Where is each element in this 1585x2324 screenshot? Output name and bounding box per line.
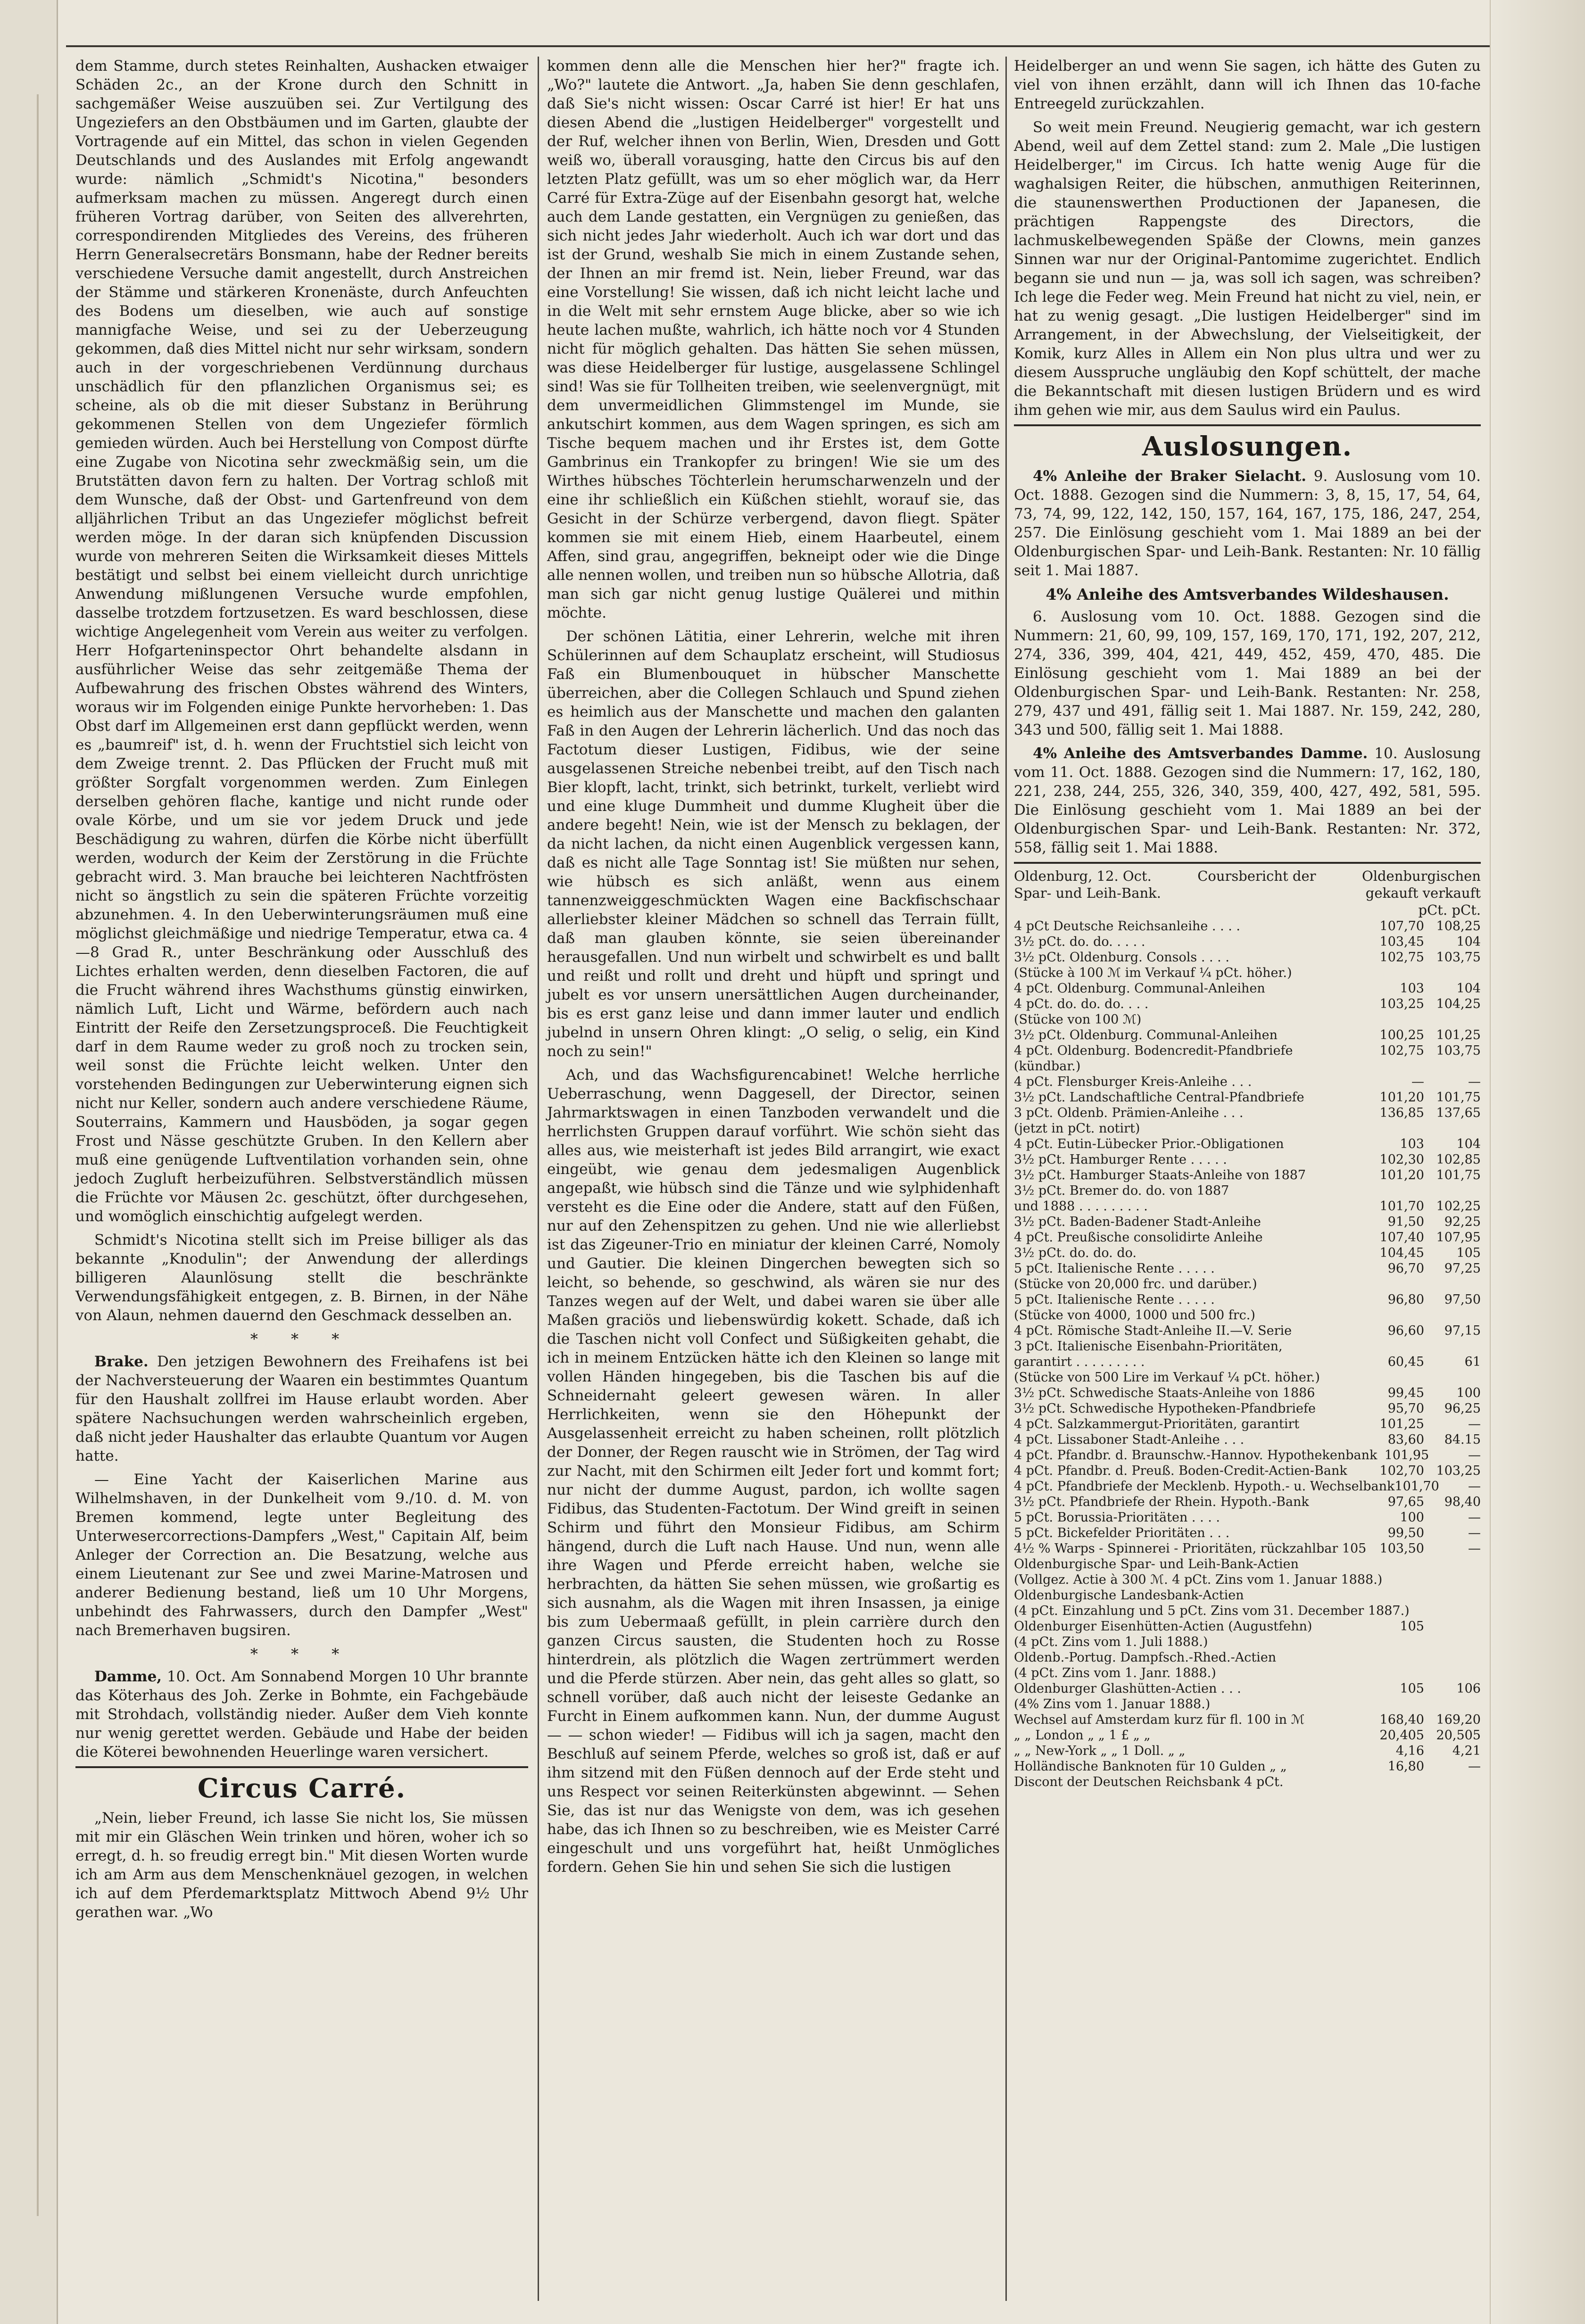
- bourse-row-sell: 96,25: [1444, 1401, 1481, 1416]
- bourse-row-name: 5 pCt. Bickefelder Prioritäten . . .: [1014, 1526, 1230, 1540]
- bourse-row-sell: 104,25: [1436, 997, 1481, 1011]
- bourse-row: [1014, 1074, 1481, 1090]
- bourse-row-name: (Vollgez. Actie à 300 ℳ. 4 pCt. Zins vom 1. Januar 1888.): [1014, 1572, 1383, 1587]
- bourse-row-name: (Stücke von 500 Lire im Verkauf ¼ pCt. höher.): [1014, 1370, 1320, 1385]
- bourse-row-sell: —: [1468, 1510, 1481, 1525]
- header-rule: [66, 45, 1537, 47]
- bourse-row: [1014, 1556, 1481, 1572]
- bourse-row: [1014, 1292, 1481, 1307]
- bourse-row-sell: [1424, 1774, 1481, 1790]
- article-paragraph: Ach, und das Wachsfigurencabinet! Welche herrliche Ueberraschung, wenn Daggesell, der Director, seinen Jahrmarktswagen in einen Tanzboden verwandelt und die herrlichsten Gruppen darauf vorführt. Wie schön sieht das alles aus, wie meisterhaft ist jedes Bild arrangirt, wie exact eingeübt, wie genau dem jedesmaligen Augenblick angepaßt, wie hübsch sind die Tänze und wie sylphidenhaft versteht es die Eine oder die Andere, statt auf den Füßen, nur auf den Zehenspitzen zu gehen. Und nie wie allerliebst ist das Zigeuner-Trio en miniatur der kleinen Carré, Nomoly und Gautier. Die kleinen Dingerchen bewegten sich so leicht, so behende, so geschwind, als wären sie nur des Tanzes wegen auf der Welt, und dabei waren sie über alle Maßen graciös und liebenswürdig kokett. Schade, daß ich die Taschen nicht voll Confect und Süßigkeiten gehabt, die ich in meinem Entzücken hätte ich den Kleinen so lange mit vollen Händen hingegeben, bis die Taschen bis auf die Schneidernaht geleert gewesen wären. In aller Herrlichkeiten, wenn sie den Höhepunkt der Ausgelassenheit erreicht zu haben scheinen, rollt plötzlich der Donner, der Regen rauscht wie in Strömen, der Tag wird zur Nacht, mit den Schirmen eilt Jeder fort und kommt fort; nur nicht der dumme August, pardon, ich wollte sagen Fidibus, das Studenten-Factotum. Der Wind greift in seinen Schirm und führt den Monsieur Fidibus, am Schirm hängend, durch die Luft nach Hause. Und nun, wenn alle ihre Wagen und Pferde erreicht haben, welche sie herbrachten, da hätten Sie sehen müssen, wie großartig es sich ausnahm, als die Wagen mit ihren Insassen, ja einige bis zum Uebermaaß gefüllt, in plein carrière durch den ganzen Circus sausten, die Studenten hoch zu Rosse hinterdrein, als plötzlich die Wagen zertrümmert werden und die Pferde stürzen. Aber nein, das geht alles so glatt, so schnell vorüber, daß auch nicht der leiseste Gedanke an Furcht in Einem aufkommen kann. Nun, der dumme August — — schon wieder! — Fidibus will ich ja sagen, macht den Beschluß auf seinem Pferde, welches so groß ist, daß er auf ihm sitzend mit den Füßen dennoch auf der Erde steht und uns Respect vor seinen Reiterkünsten abgewinnt. — Sehen Sie, das ist nur das Wenigste von dem, was ich gesehen habe, das ich Ihnen so zu beschreiben, wie es Meister Carré eingeschult und uns vorgeführt hat, heißt Unmögliches fordern. Gehen Sie hin und sehen Sie sich die lustigen: [547, 1067, 1000, 1876]
- bourse-row-buy: 101,25: [1379, 1417, 1424, 1431]
- bourse-row-sell: 61: [1464, 1355, 1481, 1369]
- bourse-row-name: 3½ pCt. Oldenburg. Communal-Anleihen: [1014, 1028, 1278, 1042]
- bourse-row-buy: 136,85: [1379, 1106, 1424, 1120]
- bourse-row-sell: [1424, 1665, 1481, 1681]
- auslosung-1-heading: 4% Anleihe der Braker Sielacht.: [1033, 468, 1307, 485]
- bourse-row-buy: 96,70: [1387, 1261, 1424, 1276]
- bourse-row-buy: [1368, 1012, 1424, 1027]
- bourse-row-sell: 169,20: [1436, 1712, 1481, 1727]
- bourse-row-buy: 102,75: [1379, 1043, 1424, 1058]
- bourse-units: pCt. pCt.: [1418, 902, 1481, 918]
- bourse-row: [1014, 1603, 1481, 1619]
- bourse-row-buy: [1368, 1276, 1424, 1292]
- bourse-row: [1014, 1043, 1481, 1059]
- section-rule: [75, 1766, 528, 1768]
- bourse-row: [1014, 918, 1481, 934]
- bourse-row-sell: 103,75: [1436, 1043, 1481, 1058]
- bourse-row-name: 3½ pCt. Hamburger Staats-Anleihe von 1887: [1014, 1168, 1306, 1183]
- bourse-row-sell: [1424, 1339, 1481, 1354]
- bourse-row-buy: 107,40: [1379, 1230, 1424, 1245]
- bourse-row-sell: 4,21: [1452, 1744, 1481, 1758]
- bourse-row-buy: 101,20: [1379, 1168, 1424, 1183]
- bourse-row-sell: [1424, 1696, 1481, 1712]
- bourse-row-buy: [1368, 1556, 1424, 1572]
- bourse-row: [1014, 1510, 1481, 1525]
- bourse-row-sell: 84.15: [1444, 1432, 1481, 1447]
- bourse-row: [1014, 1136, 1481, 1152]
- bourse-row-sell: [1424, 965, 1481, 981]
- bourse-row-sell: 98,40: [1444, 1495, 1481, 1509]
- bourse-row-name: (4 pCt. Zins vom 1. Juli 1888.): [1014, 1635, 1208, 1649]
- bourse-row-sell: [1424, 1370, 1481, 1385]
- bourse-row-buy: 103: [1400, 981, 1424, 996]
- bourse-row-buy: 99,50: [1387, 1526, 1424, 1540]
- bourse-row-sell: [1424, 1588, 1481, 1603]
- bourse-row-buy: 96,60: [1387, 1323, 1424, 1338]
- bourse-row-sell: [1424, 1556, 1481, 1572]
- bourse-row-buy: [1382, 1572, 1431, 1588]
- bourse-row-buy: 95,70: [1387, 1401, 1424, 1416]
- bourse-row-sell: 104: [1456, 935, 1481, 949]
- bourse-row-sell: 97,25: [1444, 1261, 1481, 1276]
- bourse-row: [1014, 1323, 1481, 1339]
- bourse-row-name: 4 pCt. Pfandbr. d. Preuß. Boden-Credit-Actien-Bank: [1014, 1464, 1347, 1478]
- bourse-row-sell: 102,25: [1436, 1199, 1481, 1214]
- bourse-row-sell: [1424, 1650, 1481, 1665]
- bourse-row: [1014, 1525, 1481, 1541]
- section-rule: [1014, 862, 1481, 864]
- bourse-row-name: (Stücke von 100 ℳ): [1014, 1012, 1142, 1027]
- bourse-row-sell: 101,75: [1436, 1090, 1481, 1105]
- bourse-row-name: 4 pCt. do. do. do. . . .: [1014, 997, 1149, 1011]
- bourse-row-sell: —: [1468, 1448, 1481, 1463]
- bourse-row-name: Oldenburgische Landesbank-Actien: [1014, 1588, 1244, 1603]
- separator-stars: * * *: [250, 1330, 354, 1348]
- bourse-row: [1014, 1541, 1481, 1556]
- bourse-row-buy: 101,70: [1394, 1479, 1439, 1494]
- bourse-row-sell: 97,50: [1444, 1292, 1481, 1307]
- bourse-row-buy: 103,25: [1379, 997, 1424, 1011]
- bourse-row-sell: 97,15: [1444, 1323, 1481, 1338]
- bourse-row: [1014, 1463, 1481, 1479]
- bourse-row-name: garantirt . . . . . . . . .: [1014, 1355, 1145, 1369]
- bourse-row-sell: 103,25: [1436, 1464, 1481, 1478]
- bourse-row-sell: 92,25: [1444, 1215, 1481, 1229]
- bourse-row-buy: 99,45: [1387, 1386, 1424, 1400]
- bourse-row: [1014, 1230, 1481, 1245]
- bourse-row-buy: [1368, 1665, 1424, 1681]
- bourse-row-name: 5 pCt. Italienische Rente . . . . .: [1014, 1292, 1215, 1307]
- bourse-row-buy: 96,80: [1387, 1292, 1424, 1307]
- bourse-row-sell: [1424, 1619, 1481, 1634]
- bourse-row-sell: 137,65: [1436, 1106, 1481, 1120]
- bourse-row-name: (Stücke von 4000, 1000 und 500 frc.): [1014, 1308, 1255, 1323]
- bourse-row-name: 3½ pCt. Schwedische Staats-Anleihe von 1886: [1014, 1386, 1315, 1400]
- bourse-row: [1014, 981, 1481, 996]
- brake-heading: Brake.: [94, 1353, 149, 1370]
- bourse-row-name: 4 pCt Deutsche Reichsanleihe . . . .: [1014, 919, 1241, 934]
- bourse-row-sell: 105: [1456, 1246, 1481, 1260]
- bourse-row: [1014, 1447, 1481, 1463]
- bourse-row-name: 3½ pCt. do. do. . . . .: [1014, 935, 1145, 949]
- bourse-bank-name: Spar- und Leih-Bank.: [1014, 885, 1161, 901]
- gutter-rule: [37, 94, 39, 2216]
- bourse-col-labels: gekauft verkauft: [1365, 885, 1481, 901]
- bourse-row: [1014, 1650, 1481, 1665]
- bourse-row-sell: [1424, 1059, 1481, 1074]
- column-3: [1014, 57, 1481, 2315]
- bourse-row-sell: 104: [1456, 981, 1481, 996]
- bourse-row-name: (kündbar.): [1014, 1059, 1081, 1074]
- bourse-row-name: 3½ pCt. Landschaftliche Central-Pfandbriefe: [1014, 1090, 1304, 1105]
- auslosung-3-heading: 4% Anleihe des Amtsverbandes Damme.: [1033, 745, 1368, 762]
- bourse-row: [1014, 1634, 1481, 1650]
- article-paragraph: Der schönen Lätitia, einer Lehrerin, welche mit ihren Schülerinnen auf dem Schauplatz erscheint, will Studiosus Faß ein Blumenbouquet in hübscher Manschette überreichen, aber die Collegen Schlauch und Spund ziehen es heimlich aus der Manschette und machen den galanten Faß in den Augen der Lehrerin lächerlich. Und das noch das Factotum dieser Lustigen, Fidibus, wie der seine ausgelassenen Streiche nebenbei treibt, auf den Tisch nach Bier klopft, lacht, trinkt, sich betrinkt, turkelt, verliebt wird und eine kluge Dummheit und dumme Klugheit über die andere begeht! Nein, wie ist der Mensch zu beklagen, der da nicht lachen, da nicht einen Augenblick vergessen kann, daß es nicht alle Tage Sonntag ist! Sie müßten nur sehen, wie hübsch es sich anläßt, wenn aus einem tannenzweiggeschmückten Wagen eine Backfischschaar allerliebster kleiner Mädchen so schnell das Terrain füllt, daß man glauben könnte, sie seien übereinander herausgefallen. Und nun wirbelt und schwirbelt es und ballt und reißt und rollt und dreht und hüpft und springt und jubelt es vor unsern unersättlichen Augen durcheinander, bis es erst ganz leise und dann immer lauter und endlich jubelnd in unsern Ohren klingt: „O selig, o selig, ein Kind noch zu sein!": [547, 628, 1000, 1060]
- bourse-row-name: „ „ London „ „ 1 £ „ „: [1014, 1728, 1151, 1743]
- bourse-row: [1014, 1619, 1481, 1634]
- bourse-row: [1014, 1401, 1481, 1416]
- bourse-row: [1014, 965, 1481, 981]
- bourse-row-buy: 102,75: [1379, 950, 1424, 965]
- bourse-row-buy: 107,70: [1379, 919, 1424, 934]
- bourse-row-buy: 102,30: [1379, 1152, 1424, 1167]
- bourse-row-buy: [1368, 1339, 1424, 1354]
- bourse-row-sell: [1424, 1183, 1481, 1199]
- bourse-row-name: Wechsel auf Amsterdam kurz für fl. 100 in ℳ: [1014, 1712, 1305, 1727]
- bourse-header: [1014, 868, 1481, 918]
- bourse-row-buy: 103,50: [1379, 1541, 1424, 1556]
- bourse-row-name: 3½ pCt. do. do. do.: [1014, 1246, 1137, 1260]
- bourse-row-buy: [1368, 1370, 1424, 1385]
- bourse-row-buy: 100,25: [1379, 1028, 1424, 1042]
- bourse-row: [1014, 996, 1481, 1012]
- bourse-row: [1014, 1354, 1481, 1370]
- bourse-row-buy: 83,60: [1387, 1432, 1424, 1447]
- bourse-row-name: 4 pCt. Eutin-Lübecker Prior.-Obligationen: [1014, 1137, 1284, 1151]
- bourse-row: [1014, 1261, 1481, 1276]
- bourse-row-buy: 20,405: [1379, 1728, 1424, 1743]
- bourse-row: [1014, 1696, 1481, 1712]
- article-paragraph: kommen denn alle die Menschen hier her?" fragte ich. „Wo?" lautete die Antwort. „Ja, haben Sie denn geschlafen, daß Sie's nicht wissen: Oscar Carré ist hier! Er hat uns diesen Abend die „lustigen Heidelberger" vorgestellt und der Ruf, welcher ihnen von Berlin, Wien, Dresden und Gott weiß wo, überall vorausging, hatte den Circus bis auf den letzten Platz gefüllt, was um so eher möglich war, da Herr Carré für Extra-Züge auf der Eisenbahn gesorgt hat, welche auch dem Lande gestatten, ein Vergnügen zu genießen, das sich nicht jedes Jahr wiederholt. Auch ich war dort und das ist der Grund, weshalb Sie mich in einem Zustande sehen, der Ihnen an mir fremd ist. Nein, lieber Freund, war das eine Vorstellung! Sie wissen, daß ich nicht leicht lache und in die Welt mit sehr ernstem Auge blicke, aber so wie ich heute lachen mußte, wahrlich, ich hätte noch vor 4 Stunden nicht für möglich gehalten. Das hätten Sie sehen müssen, was diese Heidelberger für lustige, ausgelassene Schlingel sind! Was sie für Tollheiten treiben, wie seelenvergnügt, mit dem unvermeidlichen Glimmstengel im Munde, sie ankutschirt kommen, aus dem Wagen springen, es sich am Tische bequem machen und ihr Erstes ist, dem Gotte Gambrinus ein Trankopfer zu bringen! Wie sie um des Wirthes hübsches Töchterlein herumscharwenzeln und der eine ihr schließlich ein Küßchen stiehlt, worauf sie, das Gesicht in der Schürze verbergend, davon fliegt. Später kommen sie mit einem Hieb, einem Haarbeutel, einem Affen, sind grau, angegriffen, bekneipt oder wie die Dinge alle nennen wollen, und treiben nun so hübsche Allotria, daß man sich gar nicht genug lustige Quälerei und mithin möchte.: [547, 58, 1000, 621]
- binding-gutter: [0, 0, 58, 2324]
- bourse-row-name: Oldenburger Glashütten-Actien . . .: [1014, 1681, 1241, 1696]
- bourse-row-name: 3½ pCt. Hamburger Rente . . . . .: [1014, 1152, 1227, 1167]
- bourse-row-buy: 91,50: [1387, 1215, 1424, 1229]
- bourse-row-sell: 101,25: [1436, 1028, 1481, 1042]
- bourse-row: [1014, 1494, 1481, 1510]
- bourse-row-name: Oldenburgische Spar- und Leih-Bank-Actien: [1014, 1557, 1299, 1571]
- circus-continuation: Heidelberger an und wenn Sie sagen, ich hätte des Guten zu viel von ihnen erzählt, dann will ich Ihnen das 10-fache Entreegeld zurückzahlen.: [1014, 58, 1481, 112]
- bourse-row-name: 4 pCt. Oldenburg. Bodencredit-Pfandbriefe: [1014, 1043, 1293, 1058]
- section-rule: [1014, 424, 1481, 426]
- bourse-row-name: (jetzt in pCt. notirt): [1014, 1121, 1140, 1136]
- bourse-row-buy: [1368, 1307, 1424, 1323]
- bourse-row-sell: —: [1468, 1479, 1481, 1494]
- bourse-row-name: 3½ pCt. Baden-Badener Stadt-Anleihe: [1014, 1215, 1261, 1229]
- bourse-row: [1014, 1416, 1481, 1432]
- bourse-row-buy: 103: [1400, 1137, 1424, 1151]
- bourse-row-name: 3½ pCt. Pfandbriefe der Rhein. Hypoth.-Bank: [1014, 1495, 1309, 1509]
- bourse-row-buy: 4,16: [1395, 1744, 1424, 1758]
- bourse-row-name: 4 pCt. Römische Stadt-Anleihe II.—V. Serie: [1014, 1323, 1292, 1338]
- page-edge: [1490, 0, 1585, 2324]
- bourse-row-buy: [1368, 1696, 1424, 1712]
- bourse-place-date: Oldenburg, 12. Oct.: [1014, 868, 1152, 884]
- bourse-row: [1014, 1339, 1481, 1354]
- bourse-row: [1014, 1167, 1481, 1183]
- bourse-row: [1014, 950, 1481, 965]
- bourse-row-sell: [1445, 1603, 1481, 1619]
- bourse-row: [1014, 1432, 1481, 1447]
- bourse-row: [1014, 1759, 1481, 1774]
- bourse-bank: Oldenburgischen: [1361, 868, 1481, 884]
- bourse-row-buy: [1368, 1121, 1424, 1136]
- bourse-row-sell: 107,95: [1436, 1230, 1481, 1245]
- bourse-row-buy: 60,45: [1387, 1355, 1424, 1369]
- bourse-row-name: (4 pCt. Einzahlung und 5 pCt. Zins vom 31. December 1887.): [1014, 1604, 1410, 1618]
- bourse-row: [1014, 1152, 1481, 1167]
- bourse-row-buy: 103,45: [1379, 935, 1424, 949]
- bourse-row-buy: 16,80: [1387, 1759, 1424, 1774]
- bourse-row: [1014, 1712, 1481, 1728]
- bourse-row: [1014, 1774, 1481, 1790]
- bourse-row-buy: [1410, 1603, 1445, 1619]
- bourse-row: [1014, 1245, 1481, 1261]
- bourse-row-buy: 101,20: [1379, 1090, 1424, 1105]
- column-rule-2: [1005, 57, 1007, 2301]
- bourse-row-buy: [1368, 1183, 1424, 1199]
- auslosung-3-text: 10. Auslosung vom 11. Oct. 1888. Gezogen sind die Nummern: 17, 162, 180, 221, 238, 244, 255, 326, 340, 359, 400, 427, 492, 581, 595. Die Einlösung geschieht vom 1. Mai 1889 an bei der Oldenburgischen Spar- und Leih-Bank. Restanten: Nr. 372, 558, fällig seit 1. Mai 1888.: [1014, 745, 1481, 856]
- bourse-row-buy: 168,40: [1379, 1712, 1424, 1727]
- bourse-row: [1014, 1665, 1481, 1681]
- bourse-row-buy: 97,65: [1387, 1495, 1424, 1509]
- bourse-row-name: 5 pCt. Borussia-Prioritäten . . . .: [1014, 1510, 1220, 1525]
- bourse-row: [1014, 1370, 1481, 1385]
- article-paragraph: Schmidt's Nicotina stellt sich im Preise billiger als das bekannte „Knodulin"; der Anwendung der allerdings billigeren Alaunlösung stellt die beschränkte Verwendungsfähigkeit entgegen, z. B. Birnen, in der Nähe von Alaun, nehmen dauernd den Geschmack desselben an.: [75, 1232, 528, 1324]
- bourse-row-sell: 20,505: [1436, 1728, 1481, 1743]
- brake-text: Den jetzigen Bewohnern des Freihafens ist bei der Nachversteuerung der Waaren ein bestimmtes Quantum für den Haushalt zollfrei im Hause erlaubt worden. Aber spätere Nachsuchungen werden wahrscheinlich ergeben, daß nicht jeder Haushalter das erlaubte Quantum vor Augen hatte.: [75, 1353, 528, 1464]
- bourse-row-name: (Stücke à 100 ℳ im Verkauf ¼ pCt. höher.): [1014, 966, 1292, 980]
- bourse-row-sell: [1432, 1572, 1481, 1588]
- bourse-row-sell: 101,75: [1436, 1168, 1481, 1183]
- bourse-row: [1014, 1059, 1481, 1074]
- bourse-row: [1014, 1214, 1481, 1230]
- bourse-table: [1014, 918, 1481, 1790]
- bourse-row-name: (4 pCt. Zins vom 1. Janr. 1888.): [1014, 1666, 1216, 1680]
- bourse-row-name: 4 pCt. Salzkammergut-Prioritäten, garantirt: [1014, 1417, 1300, 1431]
- auslosung-2-heading: 4% Anleihe des Amtsverbandes Wildeshausen.: [1046, 585, 1449, 604]
- bourse-row-sell: [1424, 1634, 1481, 1650]
- article-paragraph: dem Stamme, durch stetes Reinhalten, Aushacken etwaiger Schäden 2c., an der Krone durch den Schnitt in sachgemäßer Weise auszuüben sei. Zur Vertilgung des Ungeziefers an den Obstbäumen und im Garten, glaubte der Vortragende auf ein Mittel, das schon in vielen Gegenden Deutschlands und des Auslandes mit Erfolg angewandt wurde: nämlich „Schmidt's Nicotina," besonders aufmerksam machen zu müssen. Angeregt durch einen früheren Vortrag darüber, von Seiten des allverehrten, correspondirenden Mitgliedes des Vereins, des früheren Herrn Generalsecretärs Bonsmann, habe der Redner bereits verschiedene Versuche damit angestellt, durch Anstreichen der Stämme und stärkeren Kronenäste, durch Anfeuchten des Bodens um dieselben, wie auch auf sonstige mannigfache Weise, und sei zu der Ueberzeugung gekommen, daß dies Mittel nicht nur sehr wirksam, sondern auch in der vorgeschriebenen Verdünnung durchaus unschädlich für den pflanzlichen Organismus sei; es scheine, als ob die mit dieser Substanz in Berührung gekommenen Stellen von dem Ungeziefer förmlich gemieden würden. Auch bei Herstellung von Compost dürfte eine Zugabe von Nicotina sehr zweckmäßig sein, um die Brutstätten davon fern zu halten. Der Vortrag schloß mit dem Wunsche, daß der Obst- und Gartenfreund von dem alljährlichen Tribut an das Ungeziefer möglichst befreit werden möge. In der daran sich knüpfenden Discussion wurde von mehreren Seiten die Wirksamkeit dieses Mittels bestätigt und selbst bei einem vielleicht durch unrichtige Anwendung mißlungenen Versuche wurde empfohlen, dasselbe trotzdem fortzusetzen. Es ward beschlossen, diese wichtige Angelegenheit vom Verein aus weiter zu verfolgen. Herr Hofgarteninspector Ohrt behandelte alsdann in ausführlicher Weise das sehr zeitgemäße Thema der Aufbewahrung des frischen Obstes während des Winters, woraus wir im Folgenden einige Punkte hervorheben: 1. Das Obst darf im Allgemeinen erst dann gepflückt werden, wenn es „baumreif" ist, d. h. wenn der Fruchtstiel sich leicht von dem Zweige trennt. 2. Das Pflücken der Frucht muß mit größter Sorgfalt vorgenommen werden. Zum Einlegen derselben gehören flache, kantige und nicht runde oder ovale Körbe, und um sie vor jedem Druck und jede Beschädigung zu wahren, dürfen die Körbe nicht überfüllt werden, wodurch der Keim der Zerstörung in die Früchte gebracht wird. 3. Man brauche bei leichteren Nachtfrösten nicht so ängstlich zu sein die späteren Früchte vorzeitig abzunehmen. 4. In den Ueberwinterungsräumen muß eine möglichst gleichmäßige und niedrige Temperatur, etwa ca. 4—8 Grad R., unter Beschränkung oder Ausschluß des Lichtes erhalten werden, denn dieselben Factoren, die auf die Frucht während ihres Wachsthums günstig einwirken, nämlich Luft, Licht und Wärme, befördern auch nach Eintritt der Reife den Zersetzungsproceß. Die Feuchtigkeit darf in dem Raume weder zu groß noch zu trocken sein, weil sonst die Früchte leicht welken. Unter den vorstehenden Bedingungen zur Ueberwinterung eignen sich nicht nur Keller, sondern auch andere verschiedene Räume, Souterrains, Kammern und Hausböden, ja sogar gegen Frost und Nässe geschützte Gruben. In den Kellern aber muß eine genügende Luftventilation vorhanden sein, ohne jedoch Zugluft herbeizuführen. Selbstverständlich müssen die Früchte vor Mäusen 2c. geschützt, öfter durchgesehen, und womöglich einschichtig aufgelegt werden.: [75, 58, 528, 1225]
- bourse-row-sell: —: [1468, 1759, 1481, 1774]
- bourse-row: [1014, 1588, 1481, 1603]
- bourse-row-buy: [1368, 1059, 1424, 1074]
- damme-text: 10. Oct. Am Sonnabend Morgen 10 Uhr brannte das Köterhaus des Joh. Zerke in Bohmte, ein Fachgebäude mit Strohdach, vollständig nieder. Außer dem Vieh konnte nur wenig gerettet werden. Gebäude und Habe der beiden die Köterei bewohnenden Heuerlinge waren versichert.: [75, 1668, 529, 1761]
- bourse-row-name: (4% Zins vom 1. Januar 1888.): [1014, 1697, 1211, 1712]
- bourse-row-name: Oldenb.-Portug. Dampfsch.-Rhed.-Actien: [1014, 1650, 1277, 1665]
- bourse-row-name: 4½ % Warps - Spinnerei - Prioritäten, rückzahlbar 105: [1014, 1541, 1367, 1556]
- bourse-row-name: 4 pCt. Pfandbr. d. Braunschw.-Hannov. Hypothekenbank: [1014, 1448, 1378, 1463]
- separator-stars-2: * * *: [250, 1645, 354, 1663]
- bourse-row: [1014, 1105, 1481, 1121]
- bourse-row-sell: [1424, 1307, 1481, 1323]
- bourse-row-buy: [1368, 965, 1424, 981]
- bourse-row-buy: [1368, 1588, 1424, 1603]
- bourse-row-buy: 105: [1400, 1681, 1424, 1696]
- bourse-row: [1014, 934, 1481, 950]
- bourse-row-name: 4 pCt. Lissaboner Stadt-Anleihe . . .: [1014, 1432, 1245, 1447]
- bourse-row-buy: 100: [1400, 1510, 1424, 1525]
- bourse-row-sell: [1424, 1121, 1481, 1136]
- bourse-row-sell: 108,25: [1436, 919, 1481, 934]
- bourse-row: [1014, 1572, 1481, 1588]
- bourse-row-sell: —: [1468, 1526, 1481, 1540]
- bourse-row-sell: 103,75: [1436, 950, 1481, 965]
- auslosungen-title: Auslosungen.: [1142, 431, 1353, 462]
- auslosung-2-text: 6. Auslosung vom 10. Oct. 1888. Gezogen sind die Nummern: 21, 60, 99, 109, 157, 169, 170, 171, 192, 207, 212, 274, 336, 399, 404, 421, 449, 452, 459, 470, 485. Die Einlösung geschieht vom 1. Mai 1889 an bei der Oldenburgischen Spar- und Leih-Bank. Restanten: Nr. 258, 279, 437 und 491, fällig seit 1. Mai 1887. Nr. 159, 242, 280, 343 und 500, fällig seit 1. Mai 1888.: [1014, 608, 1481, 738]
- circus-continuation-2: So weit mein Freund. Neugierig gemacht, war ich gestern Abend, weil auf dem Zettel stand: zum 2. Male „Die lustigen Heidelberger," im Circus. Ich hatte wenig Auge für die waghalsigen Reiter, die hübschen, anmuthigen Reiterinnen, die staunenswerthen Productionen der Japanesen, die prächtigen Rappengste des Directors, die lachmuskelbewegenden Späße der Clowns, mein ganzes Sinnen war nur der Original-Pantomime zugerichtet. Endlich begann sie und nun — ja, was soll ich sagen, was schreiben? Ich lege die Feder weg. Mein Freund hat nicht zu viel, nein, er hat zu wenig gesagt. „Die lustigen Heidelberger" sind im Arrangement, in der Abwechslung, der Vielseitigkeit, der Komik, kurz Alles in Allem ein Non plus ultra und wer zu diesem Ausspruche ungläubig den Kopf schüttelt, der mache die Bekanntschaft mit diesen lustigen Brüdern und es wird ihm gehen wie mir, aus dem Saulus wird ein Paulus.: [1014, 119, 1481, 419]
- bourse-row: [1014, 1199, 1481, 1214]
- bourse-row-buy: 105: [1400, 1619, 1424, 1634]
- bourse-row: [1014, 1090, 1481, 1105]
- bourse-row: [1014, 1027, 1481, 1043]
- bourse-row-sell: 106: [1456, 1681, 1481, 1696]
- bourse-row-buy: —: [1411, 1075, 1424, 1089]
- bourse-row-name: (Stücke von 20,000 frc. und darüber.): [1014, 1277, 1257, 1291]
- bourse-row-sell: [1424, 1276, 1481, 1292]
- bourse-row-buy: 102,70: [1379, 1464, 1424, 1478]
- bourse-row-sell: —: [1468, 1541, 1481, 1556]
- bourse-row: [1014, 1307, 1481, 1323]
- bourse-row-name: 4 pCt. Oldenburg. Communal-Anleihen: [1014, 981, 1265, 996]
- bourse-row-name: 3 pCt. Oldenb. Prämien-Anleihe . . .: [1014, 1106, 1244, 1120]
- bourse-row-buy: 104,45: [1379, 1246, 1424, 1260]
- bourse-row-name: 3½ pCt. Schwedische Hypotheken-Pfandbriefe: [1014, 1401, 1316, 1416]
- bourse-row-name: 3 pCt. Italienische Eisenbahn-Prioritäten,: [1014, 1339, 1283, 1354]
- column-2: [547, 57, 1000, 2315]
- bourse-row-sell: —: [1468, 1075, 1481, 1089]
- bourse-row-name: und 1888 . . . . . . . . .: [1014, 1199, 1148, 1214]
- bourse-row-buy: 101,95: [1384, 1448, 1429, 1463]
- bourse-row-sell: [1424, 1012, 1481, 1027]
- bourse-row-name: Oldenburger Eisenhütten-Actien (Augustfehn): [1014, 1619, 1312, 1634]
- bourse-row: [1014, 1681, 1481, 1696]
- bourse-row-sell: 100: [1456, 1386, 1481, 1400]
- bourse-row: [1014, 1385, 1481, 1401]
- bourse-row-sell: 104: [1456, 1137, 1481, 1151]
- bourse-row-name: 3½ pCt. Oldenburg. Consols . . . .: [1014, 950, 1229, 965]
- bourse-row-buy: [1368, 1650, 1424, 1665]
- bourse-row-name: Holländische Banknoten für 10 Gulden „ „: [1014, 1759, 1287, 1774]
- bourse-row-sell: 102,85: [1436, 1152, 1481, 1167]
- damme-heading: Damme,: [94, 1668, 162, 1685]
- circus-text: „Nein, lieber Freund, ich lasse Sie nicht los, Sie müssen mit mir ein Gläschen Wein trinken und hören, woher ich so erregt, d. h. so freudig erregt bin." Mit diesen Worten wurde ich am Arm aus dem Menschenknäuel gezogen, in welchen ich auf dem Pferdemarktsplatz Mittwoch Abend 9½ Uhr gerathen war. „Wo: [75, 1810, 528, 1921]
- column-1: [75, 57, 528, 2315]
- bourse-title: Coursbericht der: [1197, 868, 1316, 884]
- bourse-row-name: 4 pCt. Flensburger Kreis-Anleihe . . .: [1014, 1075, 1252, 1089]
- bourse-row: [1014, 1728, 1481, 1743]
- bourse-row-buy: [1368, 1634, 1424, 1650]
- bourse-row-name: 4 pCt. Preußische consolidirte Anleihe: [1014, 1230, 1263, 1245]
- brake-text-2: — Eine Yacht der Kaiserlichen Marine aus Wilhelmshaven, in der Dunkelheit vom 9./10. d. M. von Bremen kommend, legte unter Begleitung des Unterwesercorrections-Dampfers „West," Capitain Alf, beim Anleger der Correction an. Die Besatzung, welche aus einem Lieutenant zur See und zwei Marine-Matrosen und anderer Bedienung bestand, ließ um 10 Uhr Morgens, unbehindt des Fahrwassers, durch den Dampfer „West" nach Bremerhaven bugsiren.: [75, 1471, 528, 1639]
- bourse-row-name: 5 pCt. Italienische Rente . . . . .: [1014, 1261, 1215, 1276]
- bourse-row: [1014, 1743, 1481, 1759]
- column-rule-1: [538, 57, 539, 2301]
- circus-title: Circus Carré.: [197, 1773, 407, 1804]
- bourse-row-buy: [1368, 1774, 1424, 1790]
- bourse-row: [1014, 1276, 1481, 1292]
- bourse-row: [1014, 1183, 1481, 1199]
- bourse-row-sell: —: [1468, 1417, 1481, 1431]
- bourse-row-name: Discont der Deutschen Reichsbank 4 pCt.: [1014, 1775, 1284, 1789]
- bourse-row-buy: 101,70: [1379, 1199, 1424, 1214]
- bourse-row-name: 3½ pCt. Bremer do. do. von 1887: [1014, 1183, 1229, 1198]
- bourse-row-name: „ „ New-York „ „ 1 Doll. „ „: [1014, 1744, 1186, 1758]
- bourse-row: [1014, 1479, 1481, 1494]
- bourse-row: [1014, 1121, 1481, 1136]
- bourse-row: [1014, 1012, 1481, 1027]
- bourse-row-name: 4 pCt. Pfandbriefe der Mecklenb. Hypoth.- u. Wechselbank: [1014, 1479, 1395, 1494]
- auslosung-1-text: 9. Auslosung vom 10. Oct. 1888. Gezogen sind die Nummern: 3, 8, 15, 17, 54, 64, 73, 74, 99, 122, 142, 150, 157, 164, 167, 175, 186, 247, 254, 257. Die Einlösung geschieht vom 1. Mai 1889 an bei der Oldenburgischen Spar- und Leih-Bank. Restanten: Nr. 10 fällig seit 1. Mai 1887.: [1014, 468, 1481, 579]
